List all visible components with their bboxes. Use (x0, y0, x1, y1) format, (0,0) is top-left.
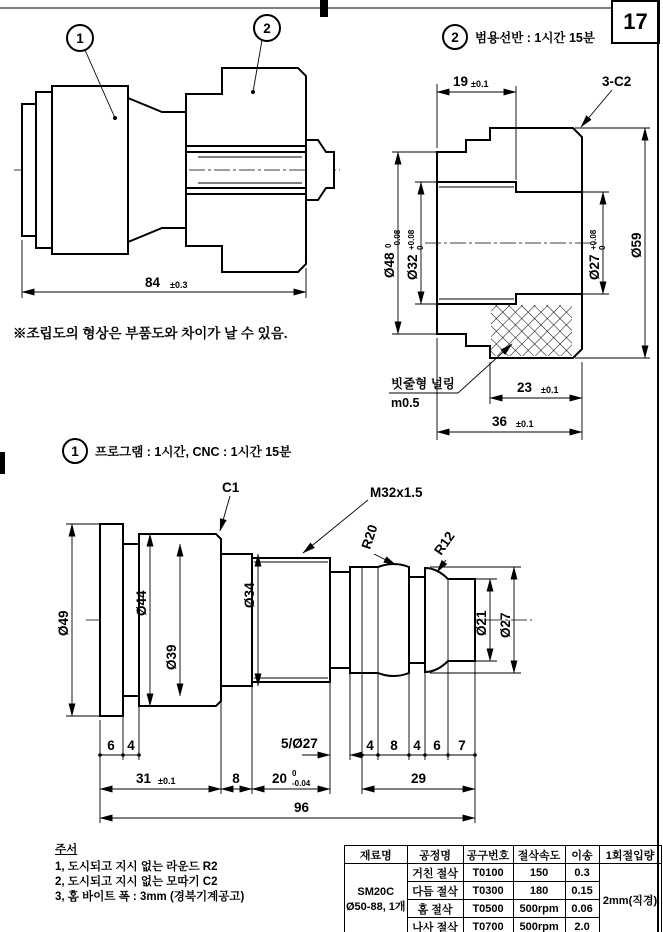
notes-title: 주서 (55, 844, 78, 856)
svg-text:96: 96 (294, 800, 310, 815)
page-number-box (611, 0, 660, 44)
col-header: 재료명 (345, 846, 408, 864)
svg-text:7: 7 (458, 738, 466, 753)
svg-text:Ø39: Ø39 (164, 644, 179, 670)
part2-balloon-number: 2 (451, 30, 459, 45)
svg-text:29: 29 (411, 771, 427, 786)
feed-cell: 0.06 (565, 900, 599, 918)
svg-text:C1: C1 (222, 480, 240, 495)
col-header: 공구번호 (463, 846, 513, 864)
svg-text:4: 4 (127, 738, 135, 753)
svg-text:Ø59: Ø59 (629, 232, 644, 258)
svg-text:4: 4 (366, 738, 374, 753)
part2-time-note: 범용선반 : 1시간 15분 (475, 31, 595, 45)
part2-view (382, 74, 650, 440)
svg-text:36: 36 (492, 414, 508, 429)
depth-cell: 2mm(직경) (599, 864, 661, 932)
svg-text:Ø27: Ø27 (587, 254, 602, 280)
svg-text:8: 8 (232, 771, 240, 786)
speed-cell: 500rpm (513, 900, 565, 918)
note-line: 2, 도시되고 지시 없는 모따기 C2 (55, 876, 218, 888)
speed-cell: 180 (513, 882, 565, 900)
part1-profile (100, 524, 475, 716)
svg-text:0: 0 (598, 245, 607, 250)
label-C1 (220, 480, 240, 531)
assembly-part1-flange (36, 92, 52, 248)
svg-text:6: 6 (433, 738, 441, 753)
svg-text:+0.08: +0.08 (407, 229, 416, 250)
svg-text:Ø32: Ø32 (405, 254, 420, 280)
part1-balloon-number: 1 (71, 444, 79, 459)
svg-text:3-C2: 3-C2 (602, 74, 632, 89)
svg-text:Ø27: Ø27 (498, 612, 513, 638)
label-R12 (431, 529, 457, 572)
note-line: 3, 홈 바이트 폭 : 3mm (경북기계공고) (55, 891, 245, 903)
process-cell: 홈 절삭 (407, 900, 463, 918)
svg-text:Ø21: Ø21 (474, 610, 489, 636)
speed-cell: 500rpm (513, 918, 565, 932)
svg-text:±0.1: ±0.1 (516, 419, 534, 429)
knurl-area (491, 305, 572, 356)
tool-cell: T0700 (463, 918, 513, 932)
svg-text:-0.08: -0.08 (393, 229, 402, 248)
page-number: 17 (623, 9, 648, 34)
assembly-part1-taper (128, 98, 186, 242)
svg-text:+0.08: +0.08 (589, 229, 598, 250)
svg-text:4: 4 (413, 738, 421, 753)
balloon-2 (251, 15, 280, 94)
feed-cell: 0.15 (565, 882, 599, 900)
process-cell: 거친 절삭 (407, 864, 463, 882)
process-cell: 다듬 절삭 (407, 882, 463, 900)
table-header-row (345, 846, 662, 864)
feed-cell: 2.0 (565, 918, 599, 932)
svg-text:0: 0 (416, 245, 425, 250)
svg-text:5/Ø27: 5/Ø27 (281, 736, 318, 751)
tool-cell: T0300 (463, 882, 513, 900)
svg-text:R12: R12 (431, 528, 458, 558)
note-line: 1, 도시되고 지시 없는 라운드 R2 (55, 861, 218, 873)
svg-text:20: 20 (272, 771, 288, 786)
svg-text:19: 19 (453, 74, 469, 89)
assembly-shaft-tip (306, 140, 334, 200)
tool-cell: T0500 (463, 900, 513, 918)
svg-text:±0.1: ±0.1 (471, 79, 489, 89)
part2-header (443, 25, 596, 49)
top-center-section-mark (320, 0, 328, 17)
material-name: SM20C (357, 885, 395, 898)
col-header: 이송 (565, 846, 599, 864)
svg-text:m0.5: m0.5 (391, 396, 420, 410)
svg-text:M32x1.5: M32x1.5 (370, 485, 423, 500)
svg-text:±0.1: ±0.1 (158, 776, 176, 786)
dim-row-small (98, 736, 477, 757)
assembly-view (14, 15, 340, 298)
svg-text:±0.1: ±0.1 (541, 385, 559, 395)
svg-text:Ø48: Ø48 (382, 252, 397, 278)
svg-text:±0.3: ±0.3 (170, 280, 188, 290)
part1-header (63, 439, 292, 463)
assembly-part1-stub (22, 104, 36, 236)
balloon-1-number: 1 (76, 31, 84, 46)
svg-text:빗줄형 널링: 빗줄형 널링 (391, 377, 455, 391)
svg-text:Ø49: Ø49 (56, 610, 71, 636)
part1-time-note: 프로그램 : 1시간, CNC : 1시간 15분 (95, 445, 292, 459)
col-header: 공정명 (407, 846, 463, 864)
left-section-mark (0, 452, 5, 474)
process-cell: 나사 절삭 (407, 918, 463, 932)
notes-block (55, 843, 244, 905)
col-header: 1회절입량 (599, 846, 661, 864)
col-header: 절삭속도 (513, 846, 565, 864)
svg-text:-0.04: -0.04 (292, 779, 311, 788)
speed-cell: 150 (513, 864, 565, 882)
svg-text:R20: R20 (358, 522, 381, 551)
assembly-part1-body (52, 86, 128, 254)
balloon-2-number: 2 (263, 21, 271, 36)
table-row (345, 864, 662, 882)
part1-view (56, 480, 532, 823)
assembly-disclaimer-note: ※조립도의 형상은 부품도와 차이가 날 수 있음. (13, 326, 288, 341)
svg-text:Ø44: Ø44 (134, 590, 149, 616)
material-size: Ø50-88, 1개 (346, 900, 406, 913)
material-cell (345, 864, 408, 932)
svg-text:0: 0 (292, 769, 297, 778)
tool-cell: T0100 (463, 864, 513, 882)
cutting-conditions-table (344, 845, 662, 932)
svg-text:6: 6 (107, 738, 115, 753)
svg-text:0: 0 (384, 243, 393, 248)
svg-text:31: 31 (136, 771, 152, 786)
svg-text:Ø34: Ø34 (242, 582, 257, 608)
svg-text:23: 23 (517, 380, 533, 395)
feed-cell: 0.3 (565, 864, 599, 882)
label-R20 (359, 523, 396, 565)
svg-text:84: 84 (145, 275, 161, 290)
dim-96 (100, 800, 475, 818)
chamfer-3-C2 (581, 74, 631, 127)
dim-row-chain (100, 769, 475, 789)
svg-text:8: 8 (390, 738, 398, 753)
